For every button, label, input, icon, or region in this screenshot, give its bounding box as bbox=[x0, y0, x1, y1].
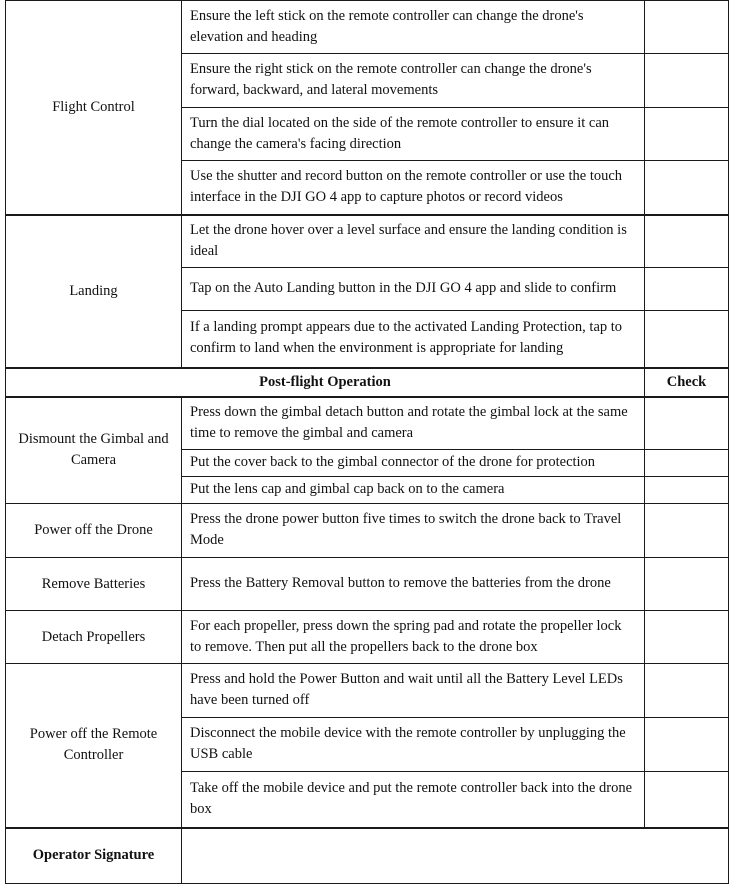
step-text: Press the Battery Removal button to remove the batteries from the drone bbox=[182, 558, 645, 611]
category-flight-control: Flight Control bbox=[6, 1, 182, 215]
step-text: Ensure the left stick on the remote controller can change the drone's elevation and heading bbox=[182, 1, 645, 54]
check-header: Check bbox=[645, 368, 729, 397]
step-text: Tap on the Auto Landing button in the DJI GO 4 app and slide to confirm bbox=[182, 268, 645, 311]
table-row bbox=[6, 215, 729, 268]
step-text: Disconnect the mobile device with the remote controller by unplugging the USB cable bbox=[182, 718, 645, 772]
check-cell[interactable] bbox=[645, 772, 729, 828]
step-text: Use the shutter and record button on the remote controller or use the touch interface in the DJI GO 4 app to capture photos or record videos bbox=[182, 161, 645, 215]
step-text: Take off the mobile device and put the remote controller back into the drone box bbox=[182, 772, 645, 828]
signature-row bbox=[6, 828, 729, 884]
category-landing: Landing bbox=[6, 215, 182, 368]
check-cell[interactable] bbox=[645, 215, 729, 268]
table-row bbox=[6, 558, 729, 611]
checklist-table bbox=[5, 0, 729, 884]
check-cell[interactable] bbox=[645, 54, 729, 108]
check-cell[interactable] bbox=[645, 611, 729, 664]
check-cell[interactable] bbox=[645, 161, 729, 215]
check-cell[interactable] bbox=[645, 311, 729, 368]
step-text: Put the lens cap and gimbal cap back on to the camera bbox=[182, 477, 645, 504]
category-power-off-drone: Power off the Drone bbox=[6, 504, 182, 558]
section-header-row bbox=[6, 368, 729, 397]
step-text: For each propeller, press down the spring pad and rotate the propeller lock to remove. Then put all the propellers back to the drone box bbox=[182, 611, 645, 664]
category-dismount-gimbal: Dismount the Gimbal and Camera bbox=[6, 397, 182, 504]
check-cell[interactable] bbox=[645, 664, 729, 718]
table-row bbox=[6, 1, 729, 54]
table-row bbox=[6, 504, 729, 558]
check-cell[interactable] bbox=[645, 718, 729, 772]
table-row bbox=[6, 664, 729, 718]
category-power-off-remote: Power off the Remote Controller bbox=[6, 664, 182, 828]
check-cell[interactable] bbox=[645, 558, 729, 611]
check-cell[interactable] bbox=[645, 477, 729, 504]
check-cell[interactable] bbox=[645, 268, 729, 311]
check-cell[interactable] bbox=[645, 108, 729, 161]
category-remove-batteries: Remove Batteries bbox=[6, 558, 182, 611]
check-cell[interactable] bbox=[645, 1, 729, 54]
section-title: Post-flight Operation bbox=[6, 368, 645, 397]
step-text: Turn the dial located on the side of the remote controller to ensure it can change the camera's facing direction bbox=[182, 108, 645, 161]
step-text: Let the drone hover over a level surface and ensure the landing condition is ideal bbox=[182, 215, 645, 268]
category-detach-propellers: Detach Propellers bbox=[6, 611, 182, 664]
step-text: Put the cover back to the gimbal connector of the drone for protection bbox=[182, 450, 645, 477]
check-cell[interactable] bbox=[645, 397, 729, 450]
check-cell[interactable] bbox=[645, 504, 729, 558]
table-row bbox=[6, 397, 729, 450]
step-text: Press and hold the Power Button and wait until all the Battery Level LEDs have been turned off bbox=[182, 664, 645, 718]
signature-field[interactable] bbox=[182, 828, 729, 884]
step-text: Press the drone power button five times to switch the drone back to Travel Mode bbox=[182, 504, 645, 558]
signature-label: Operator Signature bbox=[6, 828, 182, 884]
step-text: If a landing prompt appears due to the activated Landing Protection, tap to confirm to land when the environment is appropriate for landing bbox=[182, 311, 645, 368]
step-text: Ensure the right stick on the remote controller can change the drone's forward, backward, and lateral movements bbox=[182, 54, 645, 108]
check-cell[interactable] bbox=[645, 450, 729, 477]
table-row bbox=[6, 611, 729, 664]
step-text: Press down the gimbal detach button and rotate the gimbal lock at the same time to remove the gimbal and camera bbox=[182, 397, 645, 450]
